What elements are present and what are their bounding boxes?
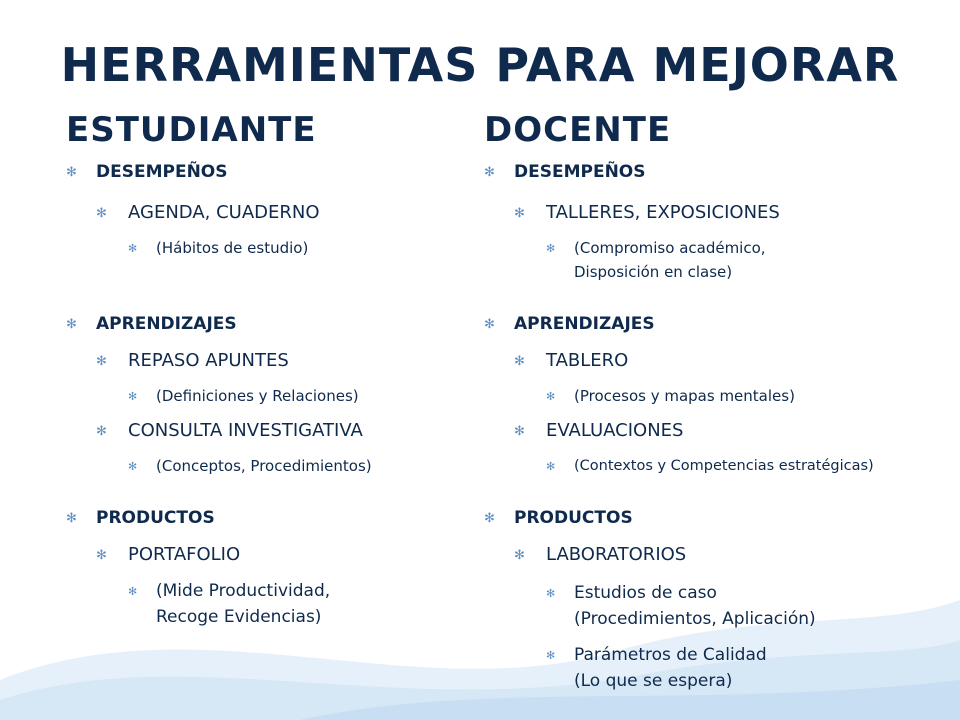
list-item: ✻ (Definiciones y Relaciones)	[128, 384, 359, 409]
estudiante-heading: ESTUDIANTE	[66, 110, 317, 150]
asterisk-bullet-icon: ✻	[546, 587, 556, 600]
list-item: ✻ Estudios de caso (Procedimientos, Aplicación)	[546, 580, 816, 632]
list-item: ✻ (Compromiso académico, Disposición en clase)	[546, 236, 766, 284]
list-item: ✻ APRENDIZAJES	[66, 314, 237, 334]
list-item: ✻ REPASO APUNTES	[96, 350, 289, 371]
list-item: ✻ Parámetros de Calidad (Lo que se espera)	[546, 642, 767, 694]
asterisk-bullet-icon: ✻	[66, 511, 77, 526]
list-item: ✻ PRODUCTOS	[484, 508, 633, 528]
asterisk-bullet-icon: ✻	[96, 424, 107, 439]
list-item: ✻ (Conceptos, Procedimientos)	[128, 454, 372, 479]
page-title: HERRAMIENTAS PARA MEJORAR	[60, 38, 900, 92]
list-item: ✻ DESEMPEÑOS	[484, 162, 646, 182]
asterisk-bullet-icon: ✻	[484, 317, 495, 332]
list-item: ✻ APRENDIZAJES	[484, 314, 655, 334]
list-item: ✻ (Hábitos de estudio)	[128, 236, 308, 261]
estudiante-column	[66, 110, 466, 627]
asterisk-bullet-icon: ✻	[484, 165, 495, 180]
asterisk-bullet-icon: ✻	[546, 649, 556, 662]
list-item: ✻ LABORATORIOS	[514, 544, 687, 565]
list-item: ✻ PRODUCTOS	[66, 508, 215, 528]
asterisk-bullet-icon: ✻	[96, 548, 107, 563]
list-item: ✻ (Procesos y mapas mentales)	[546, 384, 795, 409]
asterisk-bullet-icon: ✻	[128, 460, 138, 473]
asterisk-bullet-icon: ✻	[514, 424, 525, 439]
asterisk-bullet-icon: ✻	[514, 354, 525, 369]
list-item: ✻ (Mide Productividad, Recoge Evidencias)	[128, 578, 330, 630]
asterisk-bullet-icon: ✻	[514, 206, 525, 221]
list-item: ✻ EVALUACIONES	[514, 420, 684, 441]
docente-column	[484, 110, 954, 691]
asterisk-bullet-icon: ✻	[96, 206, 107, 221]
asterisk-bullet-icon: ✻	[546, 460, 556, 473]
list-item: ✻ TALLERES, EXPOSICIONES	[514, 202, 780, 223]
asterisk-bullet-icon: ✻	[66, 165, 77, 180]
asterisk-bullet-icon: ✻	[546, 242, 556, 255]
asterisk-bullet-icon: ✻	[128, 585, 138, 598]
asterisk-bullet-icon: ✻	[96, 354, 107, 369]
list-item: ✻ PORTAFOLIO	[96, 544, 241, 565]
list-item: ✻ CONSULTA INVESTIGATIVA	[96, 420, 363, 441]
asterisk-bullet-icon: ✻	[128, 390, 138, 403]
list-item: ✻ DESEMPEÑOS	[66, 162, 228, 182]
list-item: ✻ TABLERO	[514, 350, 629, 371]
list-item: ✻ AGENDA, CUADERNO	[96, 202, 320, 223]
asterisk-bullet-icon: ✻	[484, 511, 495, 526]
asterisk-bullet-icon: ✻	[514, 548, 525, 563]
asterisk-bullet-icon: ✻	[546, 390, 556, 403]
asterisk-bullet-icon: ✻	[128, 242, 138, 255]
asterisk-bullet-icon: ✻	[66, 317, 77, 332]
docente-heading: DOCENTE	[484, 110, 672, 150]
list-item: ✻ (Contextos y Competencias estratégicas)	[546, 454, 874, 479]
